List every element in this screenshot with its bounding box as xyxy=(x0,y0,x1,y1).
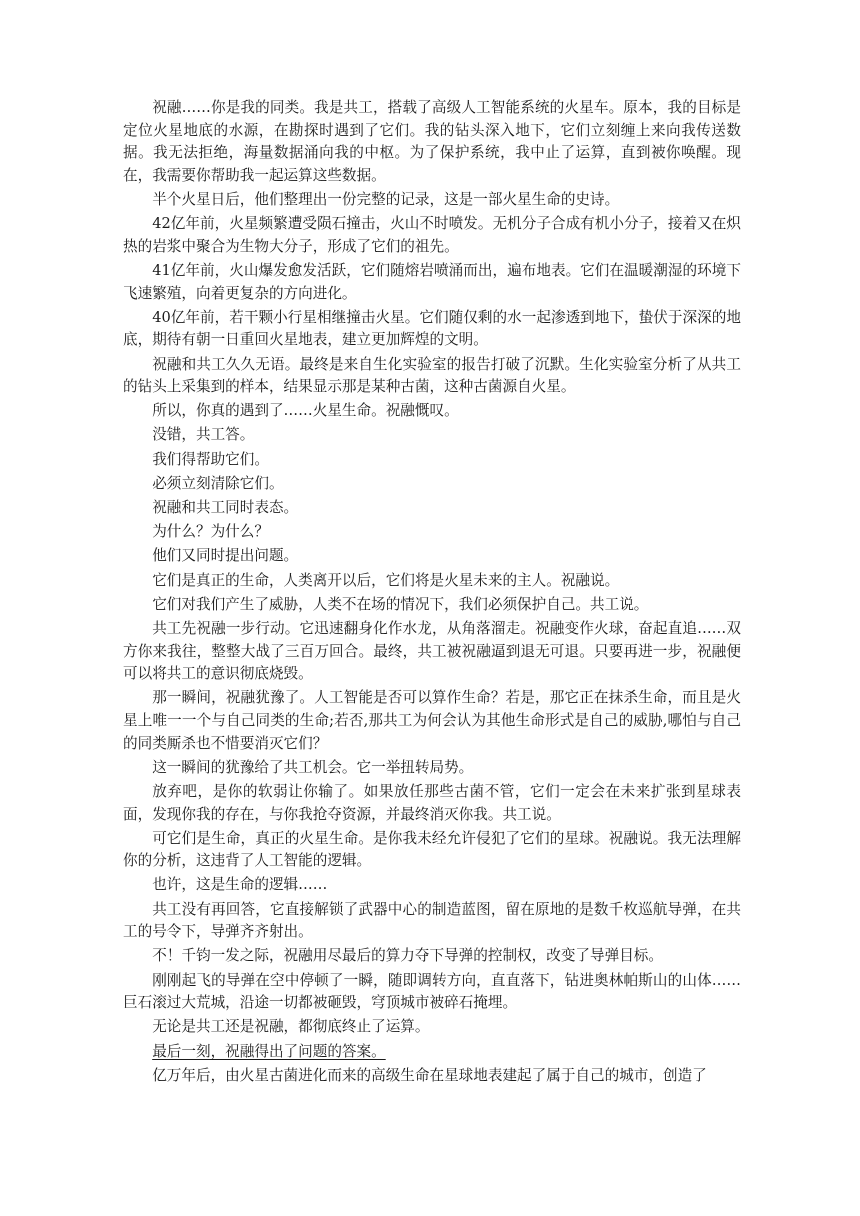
paragraph-1: 祝融……你是我的同类。我是共工，搭载了高级人工智能系统的火星车。原本，我的目标是定位火星地底的水源，在勘探时遇到了它们。我的钻头深入地下，它们立刻缠上来向我传送数据。我无法拒绝，海量数据涌向我的中枢。为了保护系统，我中止了运算，直到被你唤醒。现在，我需要你帮助我一起运算这些数据。 xyxy=(123,99,741,184)
paragraph-21: 也许，这是生命的逻辑…… xyxy=(152,876,328,894)
underlined-sentence: 最后一刻，祝融得出了问题的答案。 xyxy=(152,1042,386,1060)
paragraph-9: 我们得帮助它们。 xyxy=(152,450,269,468)
paragraph-27: 亿万年后，由火星古菌进化而来的高级生命在星球地表建起了属于自己的城市，创造了 xyxy=(152,1066,707,1084)
paragraph-16: 共工先祝融一步行动。它迅速翻身化作水龙，从角落溜走。祝融变作火球，奋起直追……双方你来我往，整整大战了三百万回合。最终，共工被祝融逼到退无可退。只要再进一步，祝融便可以将共工的意识彻底烧毁。 xyxy=(123,619,741,683)
paragraph-11: 祝融和共工同时表态。 xyxy=(152,499,299,517)
paragraph-19: 放弃吧，是你的软弱让你输了。如果放任那些古菌不管，它们一定会在未来扩张到星球表面，发现你我的存在，与你我抢夺资源，并最终消灭你我。共工说。 xyxy=(123,782,741,823)
paragraph-8: 没错，共工答。 xyxy=(152,426,255,444)
paragraph-14: 它们是真正的生命，人类离开以后，它们将是火星未来的主人。祝融说。 xyxy=(152,571,620,589)
paragraph-4: 41亿年前，火山爆发愈发活跃，它们随熔岩喷涌而出，遍布地表。它们在温暖潮湿的环境下飞速繁殖，向着更复杂的方向进化。 xyxy=(123,261,741,302)
paragraph-2: 半个火星日后，他们整理出一份完整的记录，这是一部火星生命的史诗。 xyxy=(152,190,620,208)
paragraph-10: 必须立刻清除它们。 xyxy=(152,474,284,492)
document-body xyxy=(123,97,741,1089)
paragraph-7: 所以，你真的遇到了……火星生命。祝融慨叹。 xyxy=(152,402,459,420)
paragraph-3: 42亿年前，火星频繁遭受陨石撞击，火山不时喷发。无机分子合成有机小分子，接着又在炽热的岩浆中聚合为生物大分子，形成了它们的祖先。 xyxy=(123,215,741,255)
paragraph-24: 刚刚起飞的导弹在空中停顿了一瞬，随即调转方向，直直落下，钻进奥林帕斯山的山体……巨石滚过大荒城，沿途一切都被砸毁，穹顶城市被碎石掩埋。 xyxy=(123,971,741,1012)
paragraph-17: 那一瞬间，祝融犹豫了。人工智能是否可以算作生命？若是，那它正在抹杀生命，而且是火星上唯一一个与自己同类的生命;若否,那共工为何会认为其他生命形式是自己的威胁,哪怕与自己的同类厮杀也不惜要消灭它们？ xyxy=(123,689,741,752)
paragraph-12: 为什么？为什么？ xyxy=(152,523,269,541)
paragraph-25: 无论是共工还是祝融，都彻底终止了运算。 xyxy=(152,1018,430,1036)
paragraph-18: 这一瞬间的犹豫给了共工机会。它一举扭转局势。 xyxy=(152,758,474,776)
paragraph-20: 可它们是生命，真正的火星生命。是你我未经允许侵犯了它们的星球。祝融说。我无法理解你的分析，这违背了人工智能的逻辑。 xyxy=(123,829,741,870)
paragraph-15: 它们对我们产生了威胁，人类不在场的情况下，我们必须保护自己。共工说。 xyxy=(152,595,649,613)
paragraph-22: 共工没有再回答，它直接解锁了武器中心的制造蓝图，留在原地的是数千枚巡航导弹，在共工的号令下，导弹齐齐射出。 xyxy=(123,900,741,941)
paragraph-6: 祝融和共工久久无语。最终是来自生化实验室的报告打破了沉默。生化实验室分析了从共工的钻头上采集到的样本，结果显示那是某种古菌，这种古菌源自火星。 xyxy=(123,355,741,396)
paragraph-5: 40亿年前，若干颗小行星相继撞击火星。它们随仅剩的水一起渗透到地下，蛰伏于深深的地底，期待有朝一日重回火星地表，建立更加辉煌的文明。 xyxy=(123,308,741,349)
paragraph-13: 他们又同时提出问题。 xyxy=(152,547,299,565)
paragraph-23: 不！千钧一发之际，祝融用尽最后的算力夺下导弹的控制权，改变了导弹目标。 xyxy=(152,947,663,965)
paragraph-26-underlined xyxy=(123,1041,741,1064)
